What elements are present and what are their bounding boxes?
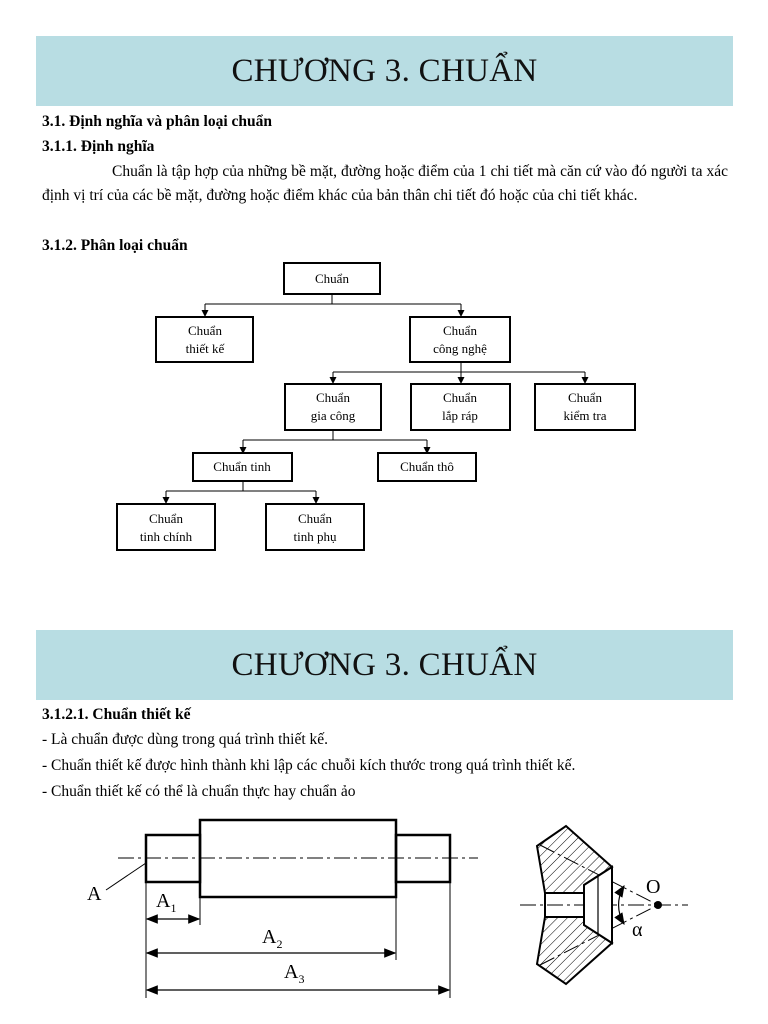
node-label: công nghệ — [433, 341, 487, 356]
definition-text: Chuẩn là tập hợp của những bề mặt, đường hoặc điểm của 1 chi tiết mà căn cứ vào đó người ta xác định vị trí của các bề mặt, đường hoặc điểm khác của bản thân chi tiết đó hoặc của chi tiết khác. — [42, 163, 728, 204]
bullet-item: - Chuẩn thiết kế được hình thành khi lập các chuỗi kích thước trong quá trình thiết kế. — [42, 757, 576, 774]
apex-label-o: O — [646, 876, 661, 898]
cone-apex-point — [654, 901, 662, 909]
node-label: Chuẩn — [149, 511, 183, 526]
node-label: Chuẩn — [315, 271, 349, 286]
node-label: gia công — [310, 408, 356, 423]
datum-a-leader-line — [106, 863, 146, 890]
subsection-heading-classification: 3.1.2. Phân loại chuẩn — [42, 237, 188, 254]
node-label: Chuẩn thô — [400, 459, 454, 474]
node-label: kiểm tra — [563, 408, 607, 423]
node-label: Chuẩn — [188, 323, 222, 338]
stepped-shaft-drawing — [146, 820, 450, 897]
node-label: tinh chính — [139, 529, 193, 544]
dimension-label-a1: $A_1$ — [156, 890, 177, 915]
section-heading: 3.1. Định nghĩa và phân loại chuẩn — [42, 113, 273, 130]
chapter-banner — [36, 630, 733, 700]
node-label: Chuẩn — [443, 323, 477, 338]
bullet-item: - Là chuẩn được dùng trong quá trình thiết kế. — [42, 731, 329, 748]
node-label: Chuẩn — [316, 390, 350, 405]
node-label: thiết kế — [185, 341, 225, 356]
angle-label-alpha: α — [632, 919, 643, 941]
node-label: lắp ráp — [442, 408, 478, 423]
bullet-item: - Chuẩn thiết kế có thể là chuẩn thực hay chuẩn ảo — [42, 783, 356, 800]
node-label: Chuẩn tinh — [213, 459, 271, 474]
subsection-heading-definition: 3.1.1. Định nghĩa — [42, 138, 155, 155]
bevel-gear-section — [520, 826, 688, 984]
datum-label-a: A — [87, 883, 102, 905]
node-label: Chuẩn — [568, 390, 602, 405]
node-label: tinh phụ — [293, 529, 337, 544]
design-datum-figure — [0, 800, 768, 1024]
section-heading-design-datum: 3.1.2.1. Chuẩn thiết kế — [42, 706, 191, 723]
dimension-label-a3: $A_3$ — [284, 961, 305, 986]
node-label: Chuẩn — [443, 390, 477, 405]
node-label: Chuẩn — [298, 511, 332, 526]
dimension-label-a2: $A_2$ — [262, 926, 283, 951]
chapter-title: CHƯƠNG 3. CHUẨN — [231, 52, 538, 89]
chapter-title: CHƯƠNG 3. CHUẨN — [231, 646, 538, 683]
